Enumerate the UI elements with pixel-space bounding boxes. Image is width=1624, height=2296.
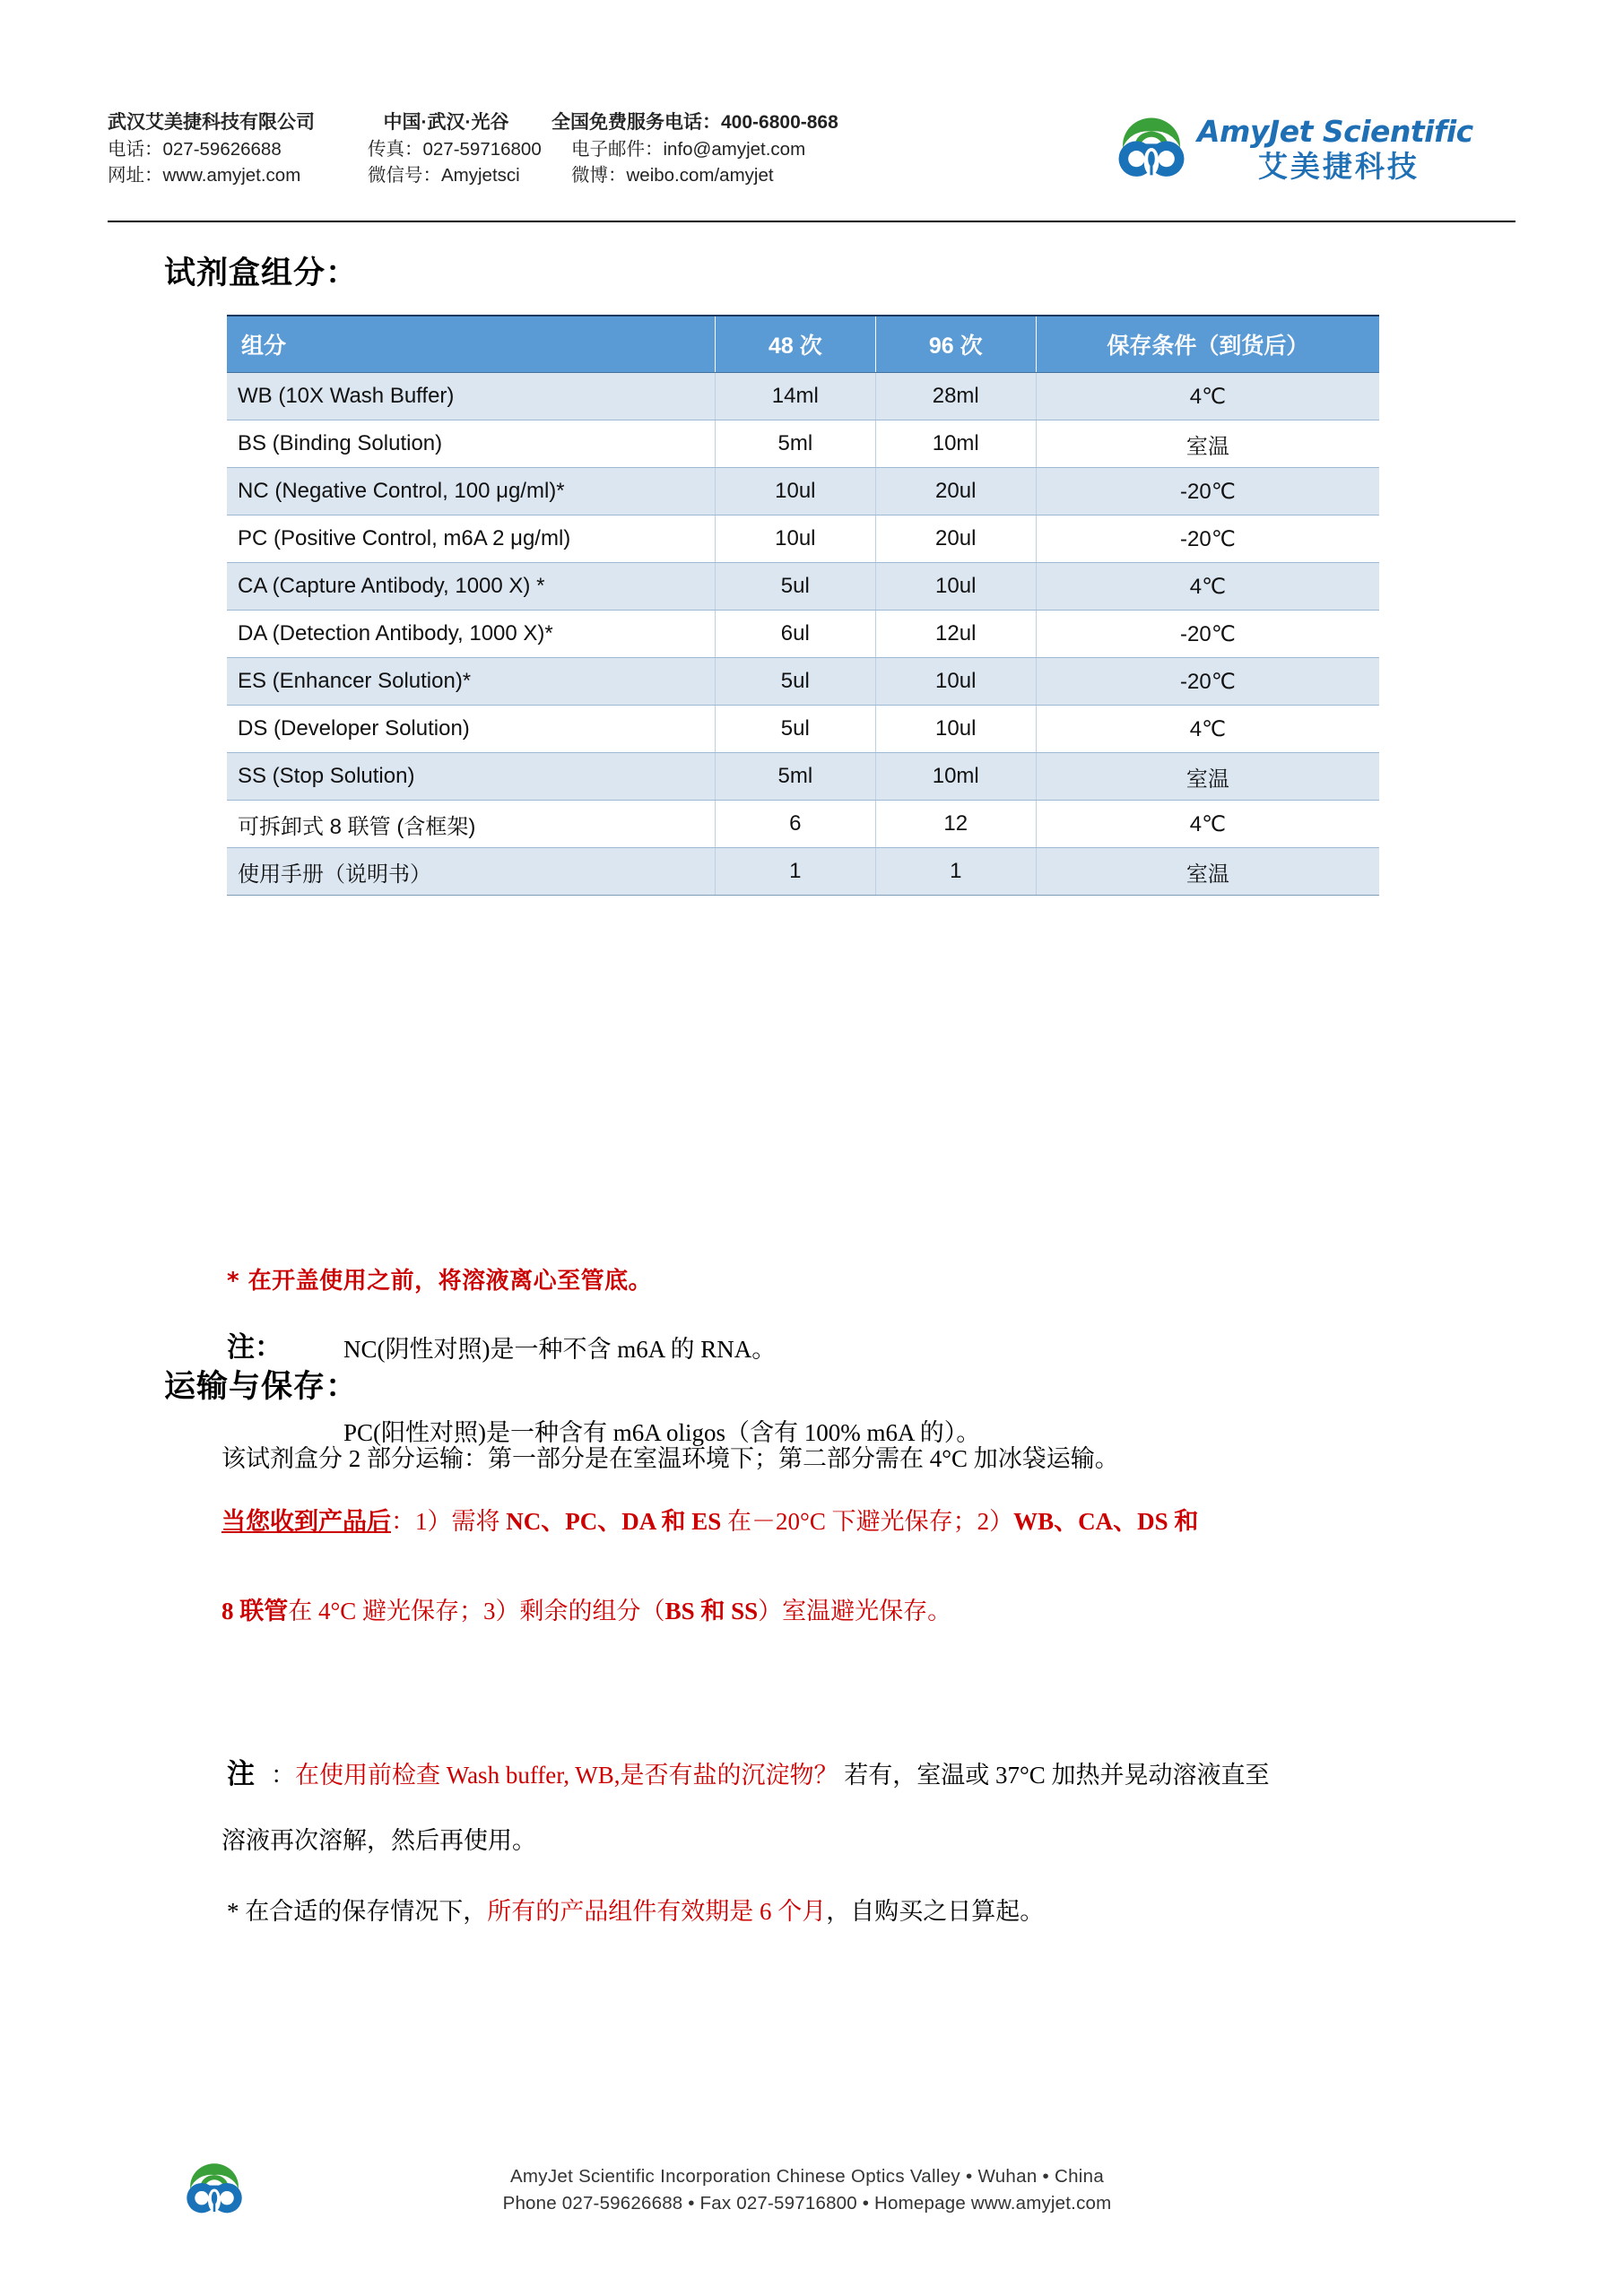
wash-note-colon: ： xyxy=(271,1762,295,1789)
company-name: 武汉艾美捷科技有限公司 xyxy=(108,112,315,133)
shipping-description: 该试剂盒分 2 部分运输：第一部分是在室温环境下；第二部分需在 4°C 加冰袋运输。 xyxy=(221,1445,1119,1472)
cell-component: WB (10X Wash Buffer) xyxy=(227,373,715,420)
cell-storage: 4℃ xyxy=(1036,563,1379,611)
service-hotline: 全国免费服务电话：400-6800-868 xyxy=(551,112,838,133)
cell-48: 5ul xyxy=(715,563,875,611)
cell-96: 10ul xyxy=(875,706,1036,753)
footer-line-1: AmyJet Scientific Incorporation Chinese Optics Valley • Wuhan • China xyxy=(509,2166,1105,2187)
cell-48: 5ul xyxy=(715,658,875,706)
cell-component: SS (Stop Solution) xyxy=(227,753,715,801)
cell-96: 10ml xyxy=(875,420,1036,468)
cell-component: DA (Detection Antibody, 1000 X)* xyxy=(227,611,715,658)
cell-storage: 4℃ xyxy=(1036,706,1379,753)
cell-storage: -20℃ xyxy=(1036,468,1379,516)
storage-components-d: BS 和 SS xyxy=(664,1598,759,1625)
page-header xyxy=(0,0,1624,224)
storage-instructions-line-2 xyxy=(221,1593,951,1629)
cell-component: 可拆卸式 8 联管 (含框架) xyxy=(227,801,715,848)
cell-component: 使用手册（说明书） xyxy=(227,848,715,896)
cell-storage: 室温 xyxy=(1036,420,1379,468)
header-column-location xyxy=(368,109,551,188)
negative-control-note: NC(阴性对照)是一种不含 m6A 的 RNA。 xyxy=(343,1336,777,1363)
storage-components-a: NC、PC、DA 和 ES xyxy=(506,1508,722,1535)
logo-chinese-name: 艾美捷科技 xyxy=(1257,149,1420,184)
cell-96: 28ml xyxy=(875,373,1036,420)
cell-48: 6ul xyxy=(715,611,875,658)
cell-96: 20ul xyxy=(875,468,1036,516)
column-header-48: 48 次 xyxy=(715,316,875,373)
cell-storage: 4℃ xyxy=(1036,801,1379,848)
cell-96: 20ul xyxy=(875,516,1036,563)
note-label-2-text: 注 xyxy=(227,1758,255,1790)
storage-text-c: 在 4°C 避光保存；3）剩余的组分（ xyxy=(288,1598,665,1625)
cell-component: CA (Capture Antibody, 1000 X) * xyxy=(227,563,715,611)
company-weibo: 微博：weibo.com/amyjet xyxy=(571,165,774,186)
table-row xyxy=(227,516,1379,563)
wash-buffer-note-line-1 xyxy=(271,1757,1270,1793)
column-header-storage: 保存条件（到货后） xyxy=(1036,316,1379,373)
table-row xyxy=(227,753,1379,801)
section-title-shipping-storage: 运输与保存： xyxy=(164,1369,359,1405)
company-website: 网址：www.amyjet.com xyxy=(108,165,301,186)
cell-48: 1 xyxy=(715,848,875,896)
cell-96: 12ul xyxy=(875,611,1036,658)
cell-component: NC (Negative Control, 100 μg/ml)* xyxy=(227,468,715,516)
logo-english-name: AmyJet Scientific xyxy=(1197,114,1473,149)
table-body xyxy=(227,373,1379,896)
header-column-company xyxy=(108,109,368,188)
cell-96: 10ml xyxy=(875,753,1036,801)
section-title-kit-components: 试剂盒组分： xyxy=(164,256,359,291)
cell-48: 10ul xyxy=(715,516,875,563)
cell-component: ES (Enhancer Solution)* xyxy=(227,658,715,706)
table-row xyxy=(227,468,1379,516)
brand-logo xyxy=(1116,115,1502,188)
cell-48: 10ul xyxy=(715,468,875,516)
expiry-suffix: ，自购买之日算起。 xyxy=(826,1898,1045,1925)
table-row xyxy=(227,563,1379,611)
cell-storage: 室温 xyxy=(1036,848,1379,896)
cell-component: BS (Binding Solution) xyxy=(227,420,715,468)
cell-48: 5ul xyxy=(715,706,875,753)
column-header-96: 96 次 xyxy=(875,316,1036,373)
cell-component: PC (Positive Control, m6A 2 μg/ml) xyxy=(227,516,715,563)
company-phone: 电话：027-59626688 xyxy=(108,139,282,160)
cell-storage: -20℃ xyxy=(1036,611,1379,658)
cell-96: 10ul xyxy=(875,563,1036,611)
company-location: 中国·武汉·光谷 xyxy=(383,112,509,133)
storage-text-a: ：1）需将 xyxy=(391,1508,507,1535)
kit-components-table xyxy=(227,315,1379,896)
cell-storage: -20℃ xyxy=(1036,516,1379,563)
table-row xyxy=(227,801,1379,848)
cell-component: DS (Developer Solution) xyxy=(227,706,715,753)
footer-amyjet-logo-icon xyxy=(185,2162,244,2220)
table-header-row xyxy=(227,316,1379,373)
note-label-2 xyxy=(227,1751,255,1791)
logo-wordmark xyxy=(1197,115,1473,185)
wash-buffer-note-line-2: 溶液再次溶解，然后再使用。 xyxy=(221,1827,536,1854)
table-row xyxy=(227,611,1379,658)
wash-note-black: 若有，室温或 37°C 加热并晃动溶液直至 xyxy=(838,1762,1270,1789)
table-row xyxy=(227,658,1379,706)
storage-text-b: 在－20°C 下避光保存；2） xyxy=(721,1508,1014,1535)
table-row xyxy=(227,706,1379,753)
cell-48: 5ml xyxy=(715,753,875,801)
company-fax: 传真：027-59716800 xyxy=(368,139,542,160)
note-label-1: 注： xyxy=(227,1331,282,1364)
footer-contact-info xyxy=(269,2163,1345,2217)
company-email: 电子邮件：info@amyjet.com xyxy=(571,139,806,160)
positive-control-note: PC(阳性对照)是一种含有 m6A oligos（含有 100% m6A 的）。 xyxy=(343,1419,981,1446)
header-divider xyxy=(108,221,1515,222)
expiry-note xyxy=(227,1893,1044,1929)
storage-text-d: ）室温避光保存。 xyxy=(758,1598,952,1625)
header-column-service xyxy=(551,109,946,188)
centrifuge-note: * 在开盖使用之前，将溶液离心至管底。 xyxy=(227,1268,653,1295)
expiry-prefix: * 在合适的保存情况下， xyxy=(227,1898,488,1925)
column-header-component: 组分 xyxy=(227,316,715,373)
cell-96: 10ul xyxy=(875,658,1036,706)
cell-storage: 4℃ xyxy=(1036,373,1379,420)
company-wechat: 微信号：Amyjetsci xyxy=(368,165,520,186)
cell-96: 1 xyxy=(875,848,1036,896)
page-footer xyxy=(0,2138,1624,2296)
upon-receipt-label: 当您收到产品后 xyxy=(221,1508,391,1535)
storage-components-c: 8 联管 xyxy=(221,1598,289,1625)
cell-48: 14ml xyxy=(715,373,875,420)
table-row xyxy=(227,848,1379,896)
table-row xyxy=(227,420,1379,468)
amyjet-logo-icon xyxy=(1116,117,1186,185)
cell-storage: -20℃ xyxy=(1036,658,1379,706)
cell-48: 6 xyxy=(715,801,875,848)
cell-storage: 室温 xyxy=(1036,753,1379,801)
cell-96: 12 xyxy=(875,801,1036,848)
wash-note-red: 在使用前检查 Wash buffer, WB,是否有盐的沉淀物？ xyxy=(295,1762,838,1789)
table-row xyxy=(227,373,1379,420)
footer-line-2: Phone 027-59626688 • Fax 027-59716800 • Homepage www.amyjet.com xyxy=(502,2193,1112,2214)
expiry-red: 所有的产品组件有效期是 6 个月 xyxy=(487,1898,827,1925)
cell-48: 5ml xyxy=(715,420,875,468)
storage-instructions-line-1 xyxy=(221,1503,1198,1539)
storage-components-b: WB、CA、DS 和 xyxy=(1013,1508,1199,1535)
